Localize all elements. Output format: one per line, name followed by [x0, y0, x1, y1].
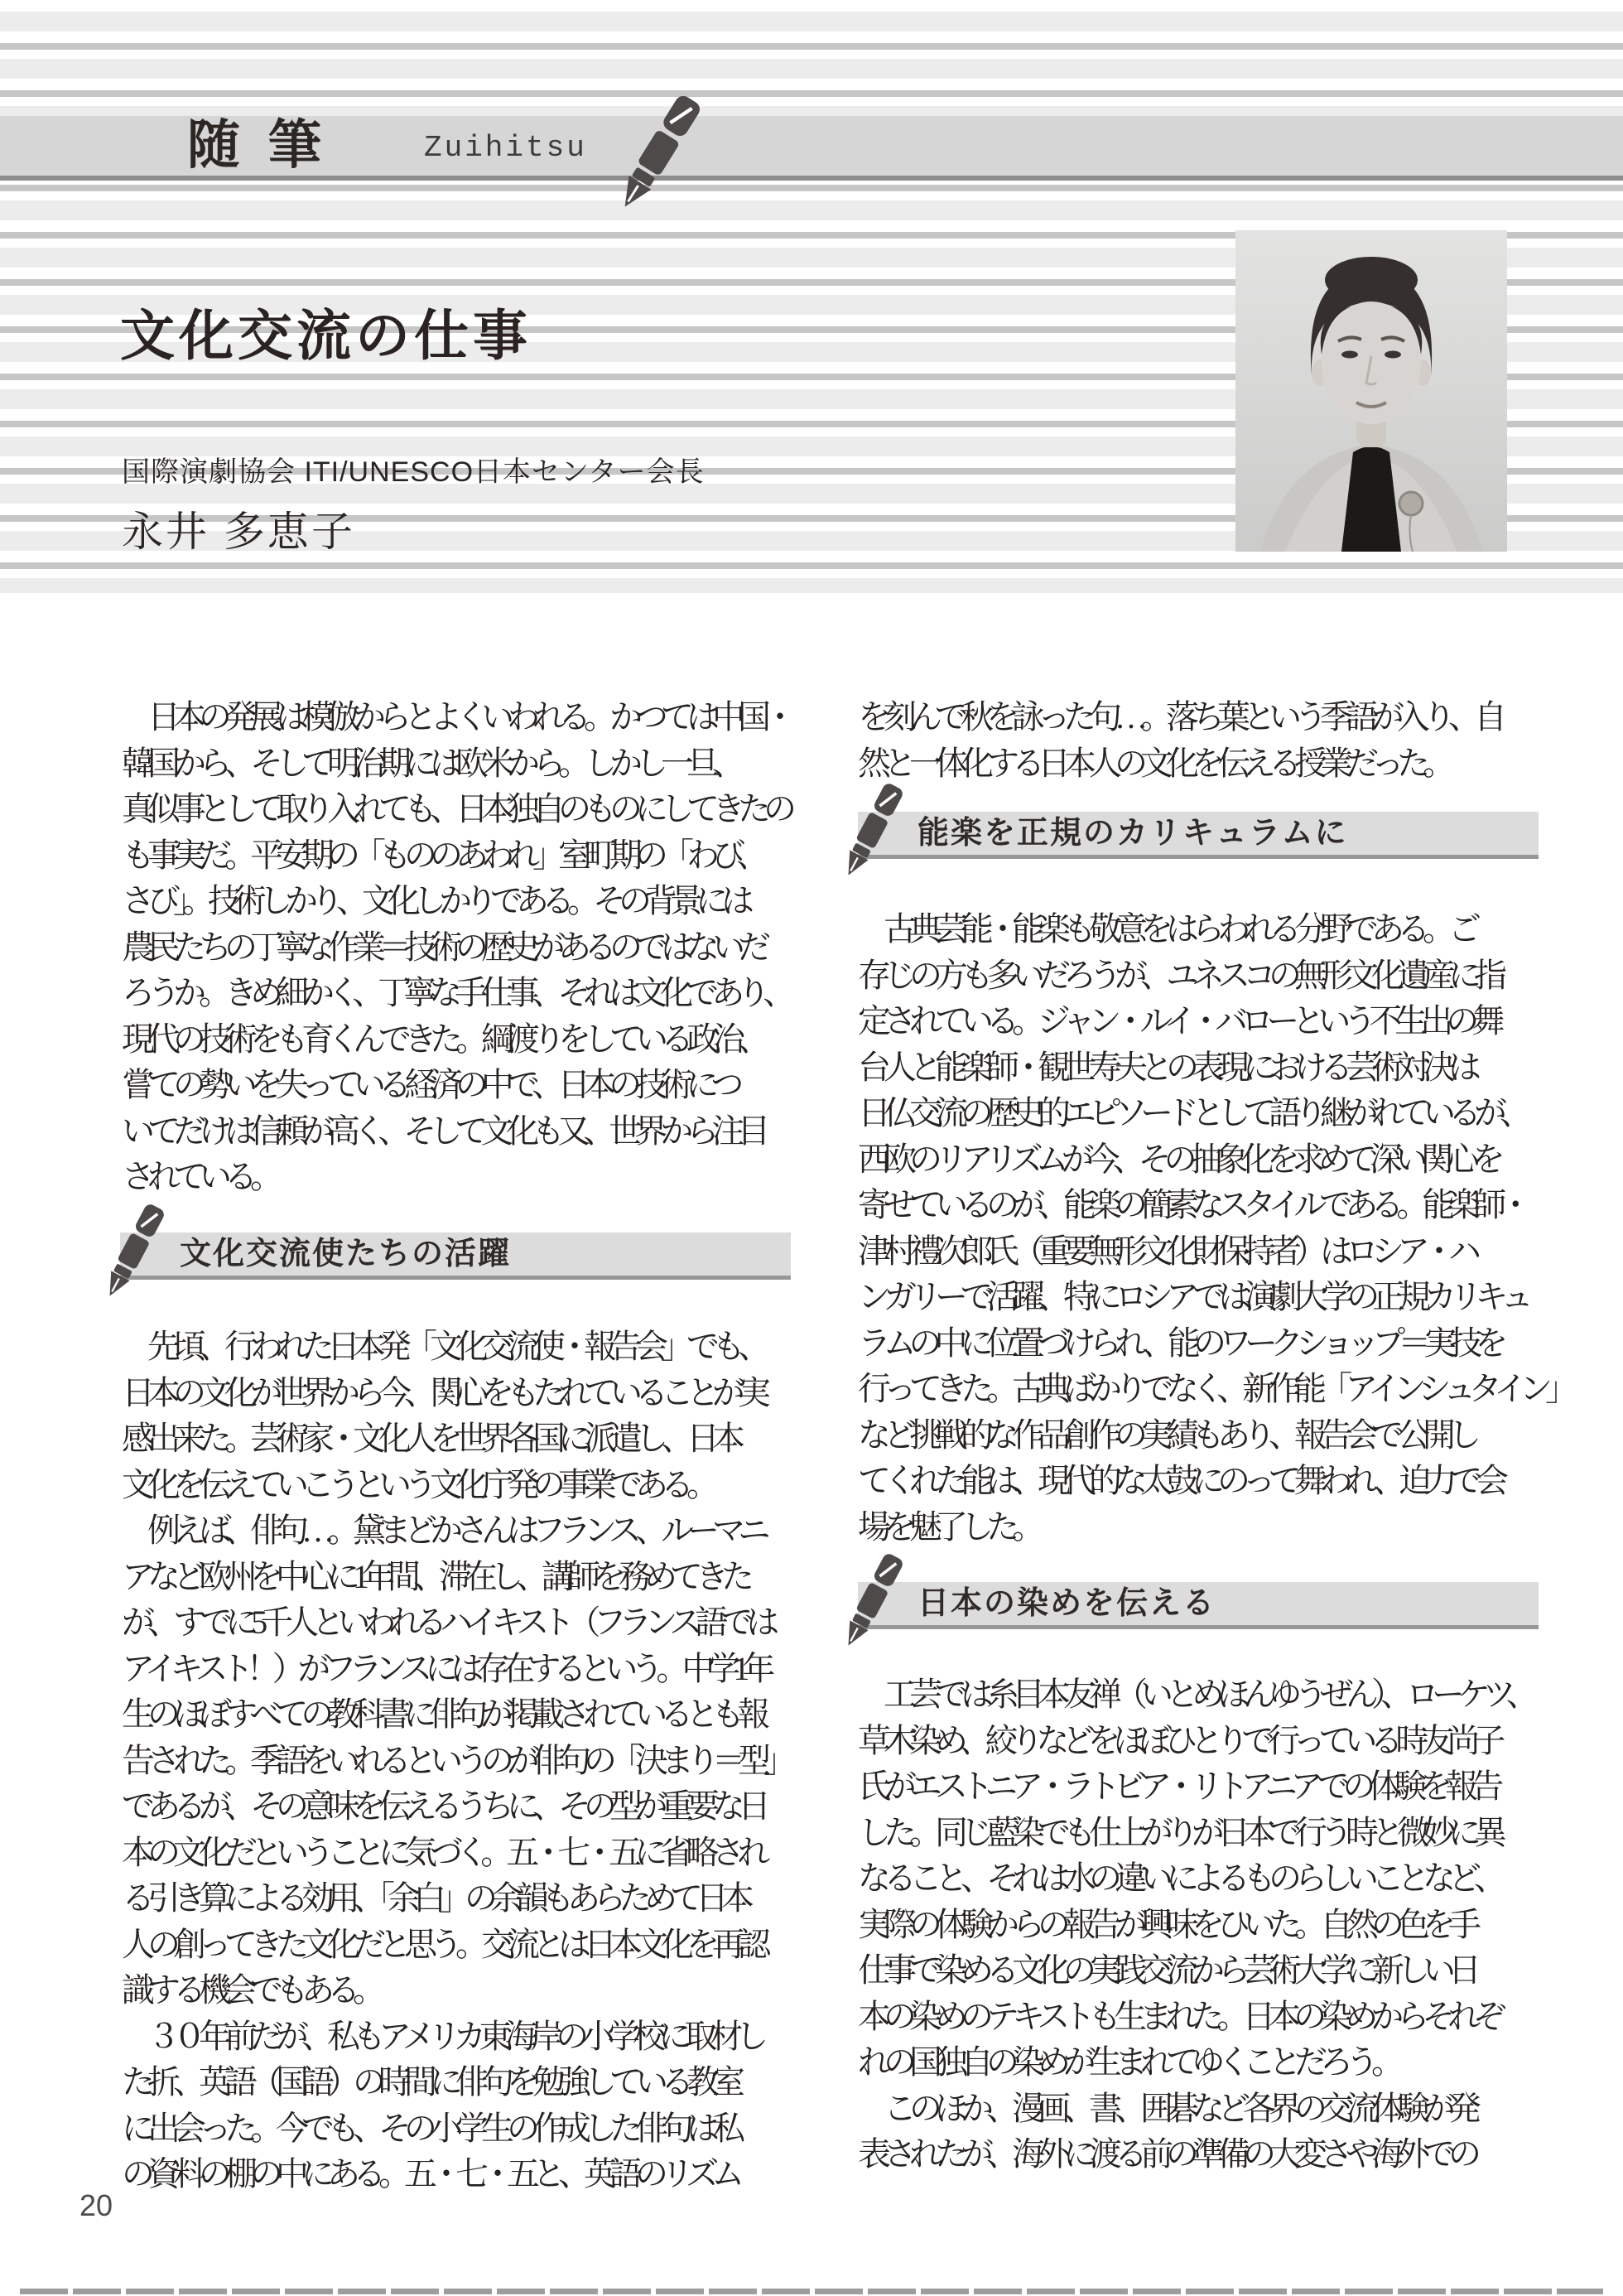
text-line: 日本の発展は模倣からとよくいわれる。かつては中国・: [122, 698, 789, 736]
text-line: なること、それは水の違いによるものらしいことなど、: [858, 1859, 1500, 1897]
text-line: 行ってきた。古典ばかりでなく、新作能「アインシュタイン」: [858, 1370, 1571, 1407]
text-line: 実際の体験からの報告が興味をひいた。自然の色を手: [858, 1905, 1474, 1943]
text-line: 現代の技術をも育くんできた。綱渡りをしている政治、: [122, 1020, 763, 1058]
text-line: 西欧のリアリズムが今、その抽象化を求めて深い関心を: [858, 1140, 1498, 1178]
text-line: に出会った。今でも、その小学生の作成した俳句は私: [122, 2109, 738, 2147]
text-line: た折、英語（国語）の時間に俳句を勉強している教室: [122, 2063, 738, 2101]
author-affiliation: 国際演劇協会 ITI/UNESCO日本センター会長: [122, 456, 705, 488]
bottom-dashed-rule: [20, 2289, 1603, 2294]
text-line: 先頃、行われた日本発「文化交流使・報告会」でも、: [122, 1328, 763, 1365]
text-line: した。同じ藍染でも仕上がりが日本で行う時と微妙に異: [858, 1813, 1500, 1851]
text-line: 存じの方も多いだろうが、ユネスコの無形文化遺産に指: [858, 956, 1500, 994]
text-line: 文化を伝えていこうという文化庁発の事業である。: [122, 1465, 712, 1503]
text-line: 台人と能楽師・観世寿夫との表現における芸術対決は: [858, 1048, 1474, 1086]
text-line: を刻んで秋を詠った句…。落ち葉という季語が入り、自: [858, 698, 1500, 736]
text-line: 本の文化だということに気づく。五・七・五に省略され: [122, 1833, 763, 1871]
text-line: 津村禮次郎氏（重要無形文化財保持者）はロシア・ハ: [858, 1232, 1474, 1270]
left-column-paragraph-1: [122, 694, 794, 1200]
text-line: ンガリーで活躍、特にロシアでは演劇大学の正規カリキュ: [858, 1278, 1527, 1315]
text-line: さび」。技術しかり、文化しかりである。その背景には: [122, 882, 747, 919]
section-heading-band-2: [858, 812, 1539, 859]
text-line: 韓国から、そして明治期には欧米から。しかし一旦、: [122, 744, 738, 782]
text-line: 本の染めのテキストも生まれた。日本の染めからそれぞ: [858, 1997, 1500, 2035]
text-line: 識する機会でもある。: [122, 1971, 378, 2009]
text-line: されている。: [122, 1158, 276, 1195]
section-heading-band-1: [120, 1232, 791, 1280]
text-line: も事実だ。平安期の「もののあわれ」室町期の「わび、: [122, 836, 763, 874]
author-portrait-photo: [1235, 230, 1507, 552]
section-title-kanji: 随筆: [187, 114, 349, 176]
text-line: 生のほぼすべての教科書に俳句が掲載されているとも報: [122, 1695, 763, 1733]
text-line: アなど欧州を中心に1年間、滞在し、講師を務めてきた: [122, 1557, 747, 1595]
text-line: このほか、漫画、書、囲碁など各界の交流体験が発: [858, 2089, 1474, 2127]
text-line: 例えば、俳句…。黛まどかさんはフランス、ルーマニ: [122, 1512, 763, 1549]
section-title-romaji: Zuihitsu: [424, 131, 587, 165]
text-line: 仕事で染める文化の実践交流から芸術大学に新しい日: [858, 1951, 1474, 1989]
text-line: 表されたが、海外に渡る前の準備の大変さや海外での: [858, 2135, 1474, 2173]
text-line: 場を魅了した。: [858, 1507, 1038, 1546]
section-heading-band-3: [858, 1582, 1539, 1629]
text-line: 日本の文化が世界から今、関心をもたれていることが実: [122, 1373, 763, 1411]
section-heading-1: 文化交流使たちの活躍: [180, 1237, 512, 1271]
text-line: 然と一体化する日本人の文化を伝える授業だった。: [858, 744, 1448, 782]
text-line: 農民たちの丁寧な作業＝技術の歴史があるのではないだ: [122, 928, 763, 966]
text-line: 定されている。ジャン・ルイ・バローという不生出の舞: [858, 1002, 1498, 1039]
right-column-opening: [858, 694, 1540, 786]
text-line: 古典芸能・能楽も敬意をはらわれる分野である。ご: [858, 910, 1474, 948]
text-line: 寄せているのが、能楽の簡素なスタイルである。能楽師・: [858, 1186, 1525, 1223]
text-line: 真似事として取り入れても、日本独自のものにしてきたの: [122, 790, 789, 827]
text-line: であるが、その意味を伝えるうちに、その型が重要な日: [122, 1787, 763, 1825]
text-line: アイキスト！）がフランスには存在するという。中学1年: [122, 1649, 768, 1687]
text-line: ラムの中に位置づけられ、能のワークショップ＝実技を: [858, 1324, 1501, 1362]
page-number: 20: [79, 2188, 113, 2222]
article-title: 文化交流の仕事: [120, 305, 532, 366]
text-line: ３０年前だが、私もアメリカ東海岸の小学校に取材し: [122, 2017, 762, 2055]
section-heading-3: 日本の染めを伝える: [917, 1586, 1216, 1621]
right-column-paragraph-2: [858, 1671, 1540, 2178]
text-line: など挑戦的な作品創作の実績もあり、報告会で公開し: [858, 1416, 1474, 1454]
text-line: 人の創ってきた文化だと思う。交流とは日本文化を再認: [122, 1925, 763, 1963]
text-line: 氏がエストニア・ラトビア・リトアニアでの体験を報告: [858, 1768, 1497, 1805]
text-line: が、すでに5千人といわれるハイキスト（フランス語では: [122, 1604, 773, 1641]
text-line: 草木染め、絞りなどをほぼひとりで行っている時友尚子: [858, 1721, 1499, 1759]
text-line: る引き算による効用、「余白」の余韻もあらためて日本: [122, 1879, 747, 1917]
author-name: 永井 多恵子: [122, 509, 355, 555]
text-line: てくれた能は、現代的な太鼓にのって舞われ、迫力で会: [858, 1462, 1501, 1499]
text-line: いてだけは信頼が高く、そして文化も又、世界から注目: [122, 1112, 763, 1150]
section-heading-2: 能楽を正規のカリキュラムに: [917, 816, 1348, 851]
text-line: 告された。季語をいれるというのが俳句の「決まり＝型」: [122, 1741, 789, 1779]
text-line: 嘗ての勢いを失っている経済の中で、日本の技術につ: [122, 1066, 737, 1103]
text-line: れの国独自の染めが生まれてゆくことだろう。: [858, 2043, 1397, 2081]
text-line: 感出来た。芸術家・文化人を世界各国に派遣し、日本: [122, 1420, 738, 1457]
text-line: ろうか。きめ細かく、丁寧な手仕事、それは文化であり、: [122, 974, 789, 1011]
text-line: 日仏交流の歴史的エピソードとして語り継がれているが、: [858, 1094, 1525, 1131]
text-line: 工芸では糸目本友禅（いとめほんゆうぜん）、ローケツ、: [858, 1676, 1532, 1713]
text-line: の資料の棚の中にある。五・七・五と、英語のリズム: [122, 2155, 738, 2192]
right-column-paragraph-1: [858, 906, 1571, 1550]
left-column-paragraph-2: [122, 1324, 794, 2197]
